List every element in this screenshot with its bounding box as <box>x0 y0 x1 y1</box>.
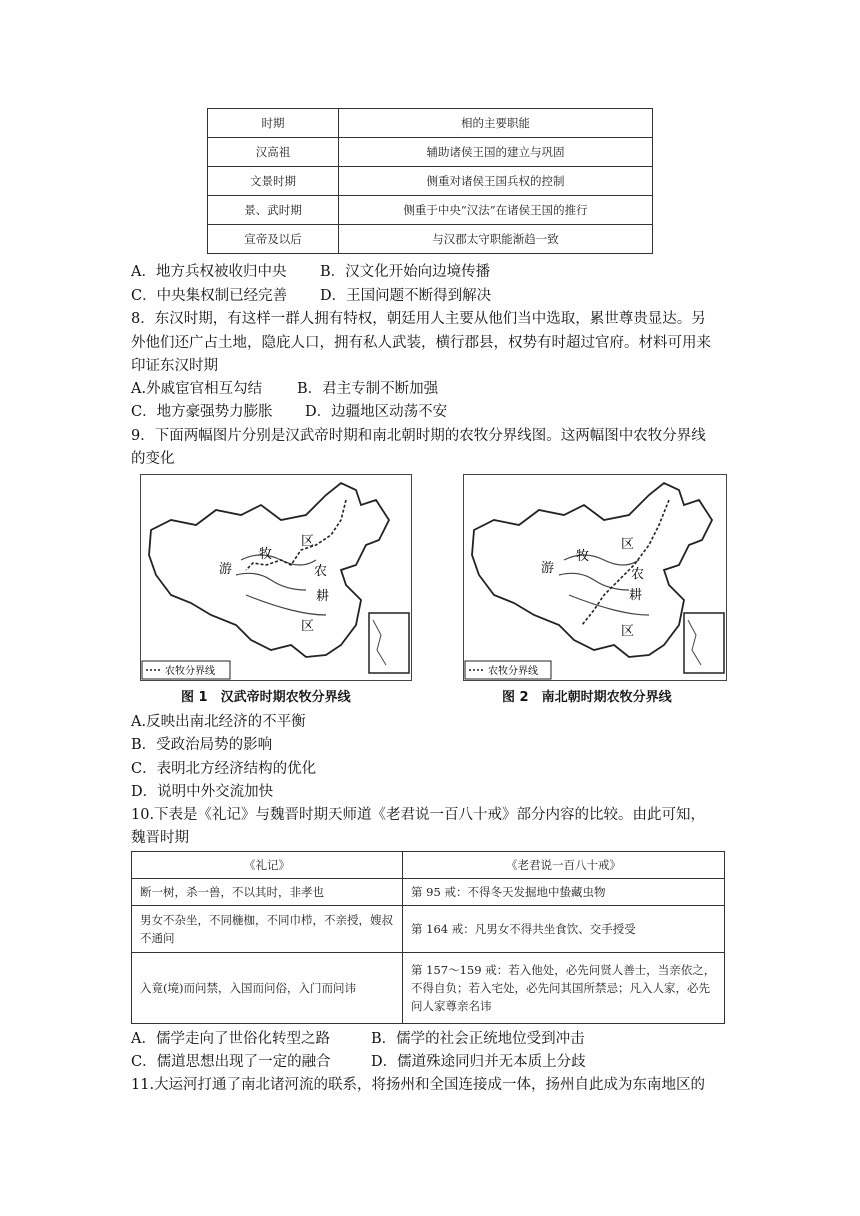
q8-option-b: B．君主专制不断加强 <box>297 381 439 397</box>
q10-option-c: C．儒道思想出现了一定的融合 <box>131 1054 331 1070</box>
map-label: 区 <box>301 619 315 634</box>
table-cell: 宣帝及以后 <box>208 225 339 254</box>
map-label: 耕 <box>316 589 330 604</box>
q11-stem-line-1: 11.大运河打通了南北诸河流的联系，将扬州和全国连接成一体，扬州自此成为东南地区的 <box>131 1077 706 1093</box>
position-duties-table <box>207 108 653 254</box>
table-cell: 侧重于中央“汉法”在诸侯王国的推行 <box>339 196 653 225</box>
q9-option-a: A.反映出南北经济的不平衡 <box>131 714 306 730</box>
china-outline-map-1 <box>141 475 411 680</box>
map-label: 区 <box>621 624 635 639</box>
table-header-cell: 时期 <box>208 109 339 138</box>
table-header-cell: 《礼记》 <box>132 852 403 879</box>
map-legend-label: 农牧分界线 <box>165 666 215 677</box>
q7-option-d: D．王国问题不断得到解决 <box>320 288 492 304</box>
map-1-caption: 图 1 汉武帝时期农牧分界线 <box>181 690 351 705</box>
map-label: 牧 <box>259 547 273 562</box>
table-cell: 辅助诸侯王国的建立与巩固 <box>339 138 653 167</box>
map-label: 区 <box>301 534 315 549</box>
table-cell: 汉高祖 <box>208 138 339 167</box>
table-cell: 第 157～159 戒：若入他处，必先问贤人善士，当亲依之，不得自负；若入宅处，必先问其国所禁忌；凡入人家，必先问人家尊亲名讳 <box>403 953 725 1024</box>
q7-option-c: C．中央集权制已经完善 <box>131 288 288 304</box>
q9-option-d: D．说明中外交流加快 <box>131 784 274 800</box>
q8-stem-line-2: 外他们还广占土地，隐庇人口，拥有私人武装，横行郡县，权势有时超过官府。材料可用来 <box>131 335 711 351</box>
q9-stem-line-2: 的变化 <box>131 451 175 467</box>
table-row <box>208 225 653 254</box>
q9-stem-line-1: 9．下面两幅图片分别是汉武帝时期和南北朝时期的农牧分界线图。这两幅图中农牧分界线 <box>131 428 706 444</box>
table-cell: 男女不杂坐，不同椸枷，不同巾栉，不亲授，嫂叔不通问 <box>132 906 403 953</box>
table-row <box>132 879 725 906</box>
map-label: 农 <box>631 567 645 582</box>
table-cell: 文景时期 <box>208 167 339 196</box>
map-label: 游 <box>541 561 555 576</box>
q8-option-c: C．地方豪强势力膨胀 <box>131 404 273 420</box>
table-cell: 第 164 戒：凡男女不得共坐食饮、交手授受 <box>403 906 725 953</box>
map-label: 游 <box>219 562 233 577</box>
q10-stem-line-1: 10.下表是《礼记》与魏晋时期天师道《老君说一百八十戒》部分内容的比较。由此可知， <box>131 807 706 823</box>
table-header-cell: 《老君说一百八十戒》 <box>403 852 725 879</box>
table-row <box>208 196 653 225</box>
map-label: 牧 <box>576 549 590 564</box>
table-header-cell: 相的主要职能 <box>339 109 653 138</box>
table-cell: 入竟(境)而问禁，入国而问俗，入门而问讳 <box>132 953 403 1024</box>
china-outline-map-2 <box>464 475 726 680</box>
map-han-wudi <box>140 474 412 681</box>
map-southern-northern <box>463 474 727 681</box>
q10-option-b: B．儒学的社会正统地位受到冲击 <box>371 1031 585 1047</box>
q10-option-d: D．儒道殊途同归并无本质上分歧 <box>371 1054 586 1070</box>
q7-option-b: B．汉文化开始向边境传播 <box>320 264 491 280</box>
map-label: 区 <box>621 537 635 552</box>
table-row <box>132 906 725 953</box>
table-cell: 第 95 戒：不得冬天发掘地中蛰藏虫物 <box>403 879 725 906</box>
map-2-caption: 图 2 南北朝时期农牧分界线 <box>502 690 672 705</box>
map-label: 耕 <box>629 588 643 603</box>
table-row <box>208 138 653 167</box>
table-cell: 景、武时期 <box>208 196 339 225</box>
table-header-row <box>132 852 725 879</box>
table-row <box>132 953 725 1024</box>
q9-option-c: C．表明北方经济结构的优化 <box>131 761 317 777</box>
table-cell: 与汉郡太守职能渐趋一致 <box>339 225 653 254</box>
table-header-row <box>208 109 653 138</box>
map-label: 农 <box>314 564 328 579</box>
q10-option-a: A．儒学走向了世俗化转型之路 <box>131 1031 330 1047</box>
q8-stem-line-3: 印证东汉时期 <box>131 358 218 374</box>
q10-stem-line-2: 魏晋时期 <box>131 830 189 846</box>
comparison-table <box>131 851 725 1024</box>
q8-option-a: A.外戚宦官相互勾结 <box>131 381 263 397</box>
map-legend-label: 农牧分界线 <box>488 666 538 677</box>
q8-stem-line-1: 8．东汉时期，有这样一群人拥有特权，朝廷用人主要从他们当中选取，累世尊贵显达。另 <box>131 311 706 327</box>
q8-option-d: D．边疆地区动荡不安 <box>305 404 448 420</box>
table-cell: 侧重对诸侯王国兵权的控制 <box>339 167 653 196</box>
q9-option-b: B．受政治局势的影响 <box>131 737 273 753</box>
table-row <box>208 167 653 196</box>
table-cell: 断一树，杀一兽，不以其时，非孝也 <box>132 879 403 906</box>
q7-option-a: A．地方兵权被收归中央 <box>131 264 287 280</box>
